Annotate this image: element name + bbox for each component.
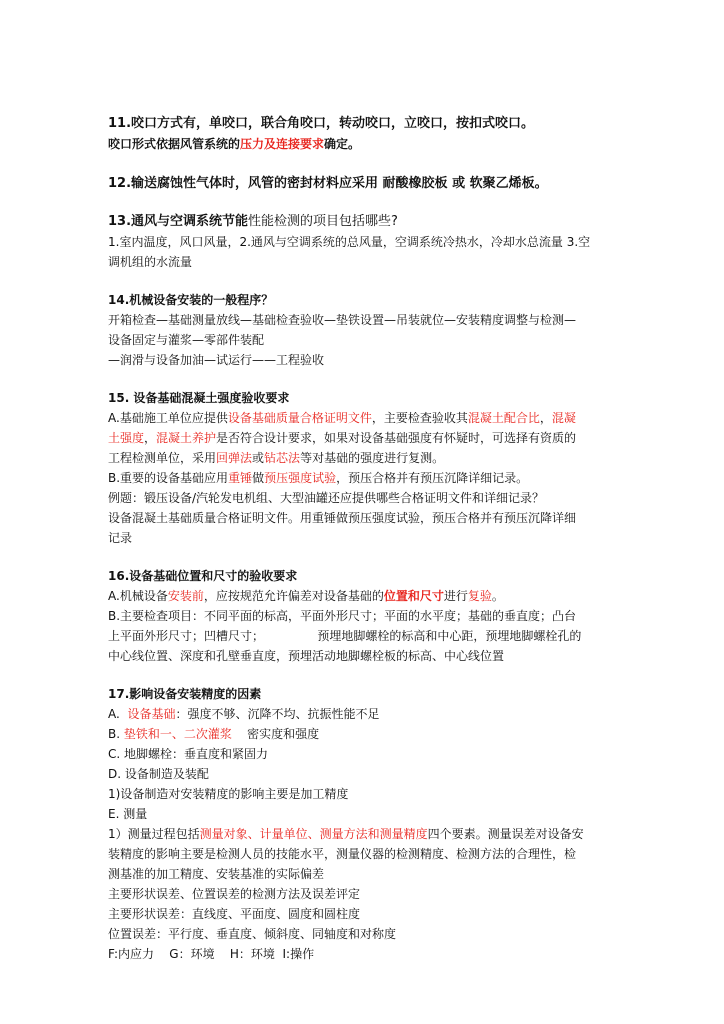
s12-line: 12.输送腐蚀性气体时，风管的密封材料应采用 耐酸橡胶板 或 软聚乙烯板。	[108, 176, 548, 191]
s16-a-line: A.机械设备安装前，应按规范允许偏差对设备基础的位置和尺寸进行复验。	[108, 589, 504, 603]
s16-b-line1: B.主要检查项目：不同平面的标高，平面外形尺寸；平面的水平度；基础的垂直度；凸台	[108, 609, 577, 623]
s15-a-line1: A.基础施工单位应提供设备基础质量合格证明文件，主要检查验收其混凝土配合比，混凝	[108, 411, 576, 425]
s17-e-line: E. 测量	[108, 807, 148, 821]
s16-title: 16.设备基础位置和尺寸的验收要求	[108, 569, 298, 583]
s14-line2: 设备固定与灌浆—零部件装配	[108, 333, 265, 347]
s15-answer-line2: 记录	[108, 531, 133, 545]
s17-f-line: F:内应力 G：环境 H：环境 I:操作	[108, 947, 315, 961]
s17-c-line: C. 地脚螺栓：垂直度和紧固力	[108, 747, 269, 761]
s13-title: 13.通风与空调系统节能性能检测的项目包括哪些?	[108, 214, 398, 229]
s17-e2-line: 装精度的影响主要是检测人员的技能水平，测量仪器的检测精度、检测方法的合理性，检	[108, 847, 577, 861]
s14-title: 14.机械设备安装的一般程序？	[108, 293, 274, 307]
s17-e1-line: 1）测量过程包括测量对象、计量单位、测量方法和测量精度四个要素。测量误差对设备安	[108, 827, 584, 841]
s17-b-line: B. 垫铁和一、二次灌浆 密实度和强度	[108, 727, 320, 741]
s17-e4-line: 主要形状误差、位置误差的检测方法及误差评定	[108, 887, 361, 901]
s15-title: 15. 设备基础混凝土强度验收要求	[108, 391, 290, 405]
s11-line2: 咬口形式依据风管系统的压力及连接要求确定。	[108, 137, 361, 151]
s17-a-line: A. 设备基础：强度不够、沉降不均、抗振性能不足	[108, 707, 380, 721]
s15-a-line3: 工程检测单位，采用回弹法或钻芯法等对基础的强度进行复测。	[108, 451, 445, 465]
s17-e6-line: 位置误差：平行度、垂直度、倾斜度、同轴度和对称度	[108, 927, 397, 941]
s17-e5-line: 主要形状误差：直线度、平面度、圆度和圆柱度	[108, 907, 361, 921]
s13-line1: 1.室内温度，风口风量，2.通风与空调系统的总风量，空调系统冷热水，冷却水总流量 3.空	[108, 235, 591, 249]
s17-d1-line: 1)设备制造对安装精度的影响主要是加工精度	[108, 787, 349, 801]
s17-d-line: D. 设备制造及装配	[108, 767, 209, 781]
document-content	[108, 114, 620, 964]
s14-line3: —润滑与设备加油—试运行——工程验收	[108, 353, 325, 367]
s13-line2: 调机组的水流量	[108, 255, 193, 269]
s11-title: 11.咬口方式有，单咬口，联合角咬口，转动咬口，立咬口，按扣式咬口。	[108, 116, 535, 131]
s15-example: 例题：锻压设备/汽轮发电机组、大型油罐还应提供哪些合格证明文件和详细记录？	[108, 491, 545, 505]
s17-title: 17.影响设备安装精度的因素	[108, 687, 262, 701]
s15-answer-line1: 设备混凝土基础质量合格证明文件。用重锤做预压强度试验，预压合格并有预压沉降详细	[108, 511, 577, 525]
s16-b-line2: 上平面外形尺寸；凹槽尺寸； 预埋地脚螺栓的标高和中心距，预埋地脚螺栓孔的	[108, 629, 582, 643]
s16-b-line3: 中心线位置、深度和孔壁垂直度，预埋活动地脚螺栓板的标高、中心线位置	[108, 649, 505, 663]
s17-e3-line: 测基准的加工精度、安装基准的实际偏差	[108, 867, 325, 881]
s15-a-line2: 土强度，混凝土养护是否符合设计要求，如果对设备基础强度有怀疑时，可选择有资质的	[108, 431, 577, 445]
s15-b-line1: B.重要的设备基础应用重锤做预压强度试验，预压合格并有预压沉降详细记录。	[108, 471, 529, 485]
s14-line1: 开箱检查—基础测量放线—基础检查验收—垫铁设置—吊装就位—安装精度调整与检测—	[108, 313, 577, 327]
